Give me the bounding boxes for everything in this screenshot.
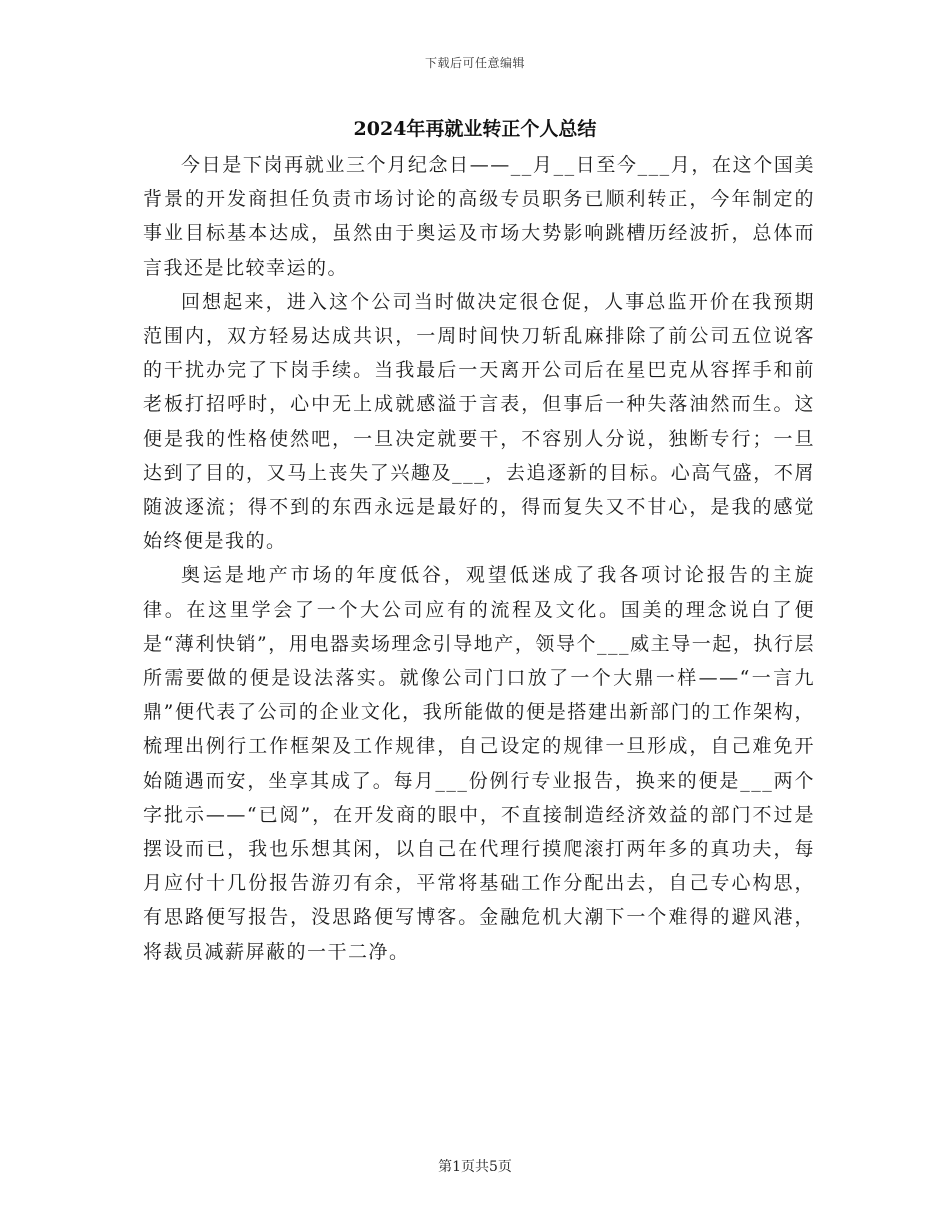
paragraph-3: 奥运是地产市场的年度低谷，观望低迷成了我各项讨论报告的主旋律。在这里学会了一个大公司应有的流程及文化。国美的理念说白了便是“薄利快销”，用电器卖场理念引导地产，领导个___威主导一起，执行层所需要做的便是设法落实。就像公司门口放了一个大鼎一样——“一言九鼎”便代表了公司的企业文化，我所能做的便是搭建出新部门的工作架构，梳理出例行工作框架及工作规律，自己设定的规律一旦形成，自己难免开始随遇而安，坐享其成了。每月___份例行专业报告，换来的便是___两个字批示——“已阅”，在开发商的眼中，不直接制造经济效益的部门不过是摆设而已，我也乐想其闲，以自己在代理行摸爬滚打两年多的真功夫，每月应付十几份报告游刃有余，平常将基础工作分配出去，自己专心构思，有思路便写报告，没思路便写博客。金融危机大潮下一个难得的避风港，将裁员减薪屏蔽的一干二净。 [143,564,815,963]
document-body [143,148,815,969]
header-note: 下载后可任意编辑 [424,56,525,70]
paragraph-2: 回想起来，进入这个公司当时做决定很仓促，人事总监开价在我预期范围内，双方轻易达成共识，一周时间快刀斩乱麻排除了前公司五位说客的干扰办完了下岗手续。当我最后一天离开公司后在星巴克从容挥手和前老板打招呼时，心中无上成就感溢于言表，但事后一种失落油然而生。这便是我的性格使然吧，一旦决定就要干，不容别人分说，独断专行；一旦达到了目的，又马上丧失了兴趣及___，去追逐新的目标。心高气盛，不屑随波逐流；得不到的东西永远是最好的，得而复失又不甘心，是我的感觉始终便是我的。 [143,290,815,553]
page-number: 第1页共5页 [438,1159,512,1175]
paragraph-1: 今日是下岗再就业三个月纪念日——__月__日至今___月，在这个国美背景的开发商担任负责市场讨论的高级专员职务已顺利转正，今年制定的事业目标基本达成，虽然由于奥运及市场大势影响跳槽历经波折，总体而言我还是比较幸运的。 [143,154,815,279]
document-title: 2024年再就业转正个人总结 [353,118,597,140]
